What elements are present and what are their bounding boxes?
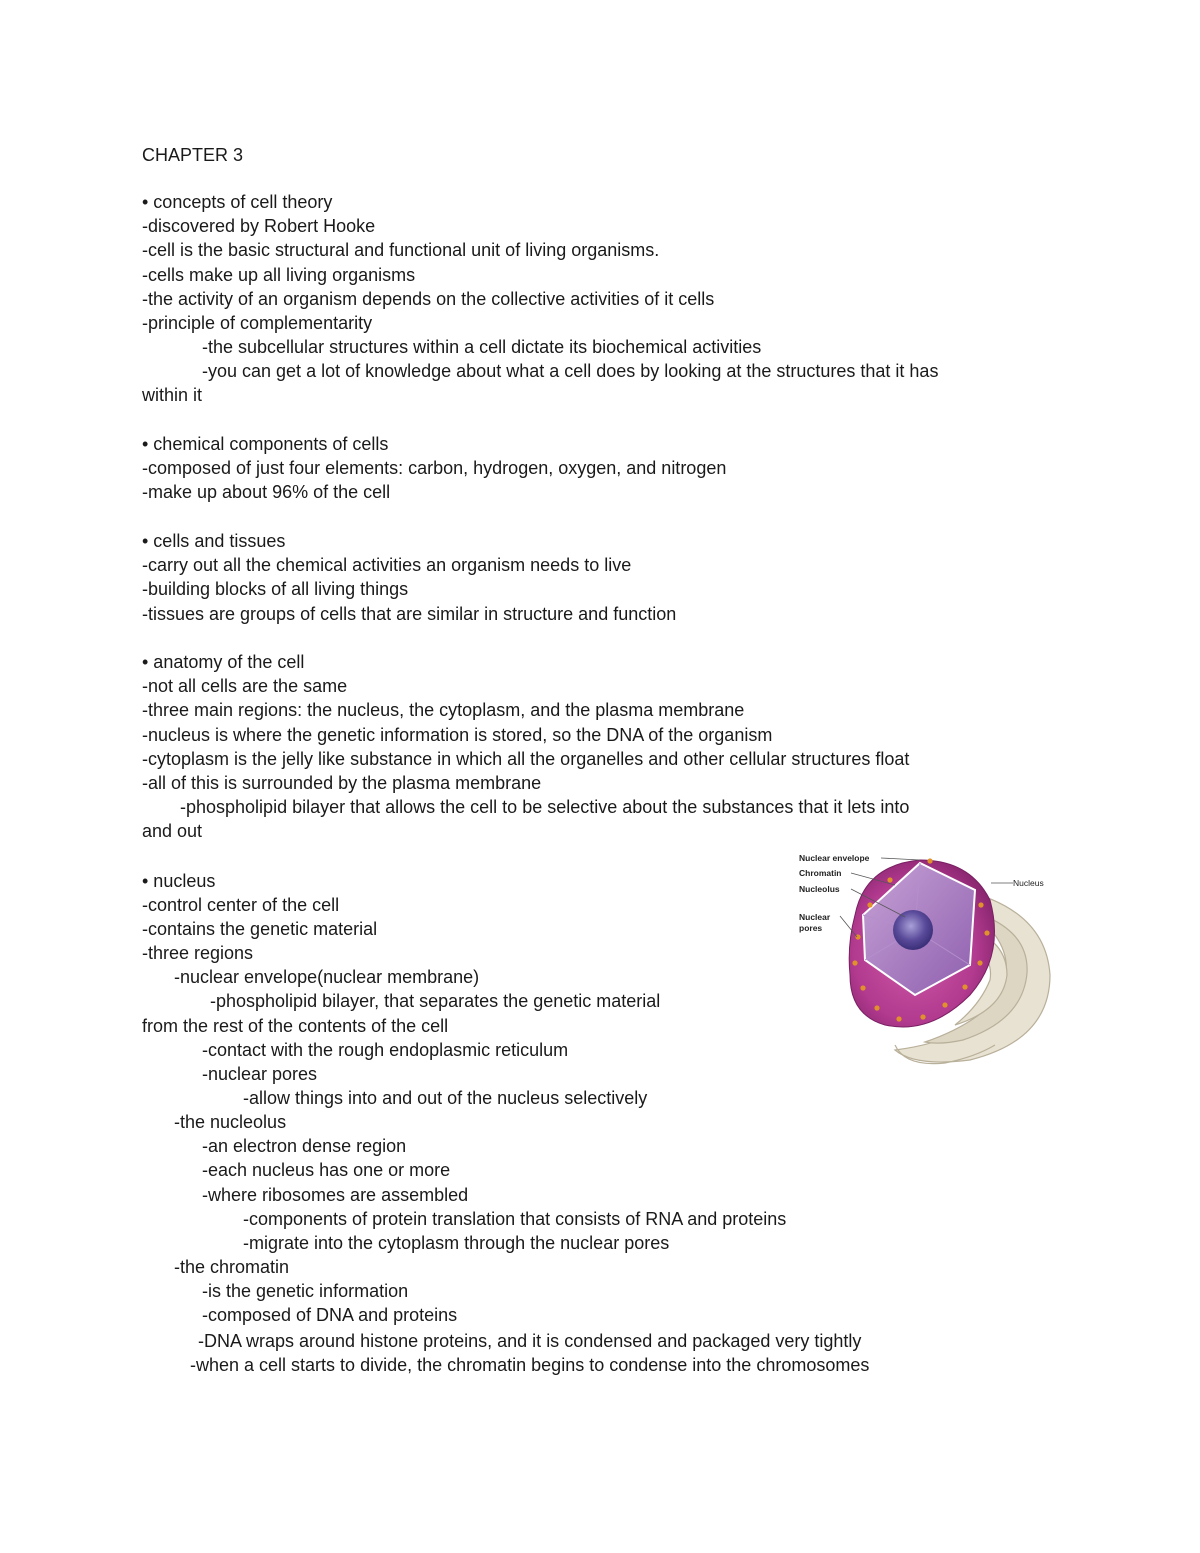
note-line: -control center of the cell (142, 895, 340, 915)
note-line: -the activity of an organism depends on the collective activities of it cells (142, 289, 715, 309)
note-line: -composed of DNA and proteins (202, 1305, 458, 1325)
note-line: -phospholipid bilayer that allows the cell to be selective about the substances that it lets into (180, 797, 910, 817)
note-line: -allow things into and out of the nucleus selectively (243, 1088, 648, 1108)
note-line: -where ribosomes are assembled (202, 1185, 469, 1205)
bullet-heading: • concepts of cell theory (142, 192, 333, 212)
label-nucleus: Nucleus (1013, 878, 1044, 888)
chapter-title: CHAPTER 3 (142, 145, 244, 165)
note-line: -not all cells are the same (142, 676, 348, 696)
bullet-heading: • chemical components of cells (142, 434, 389, 454)
note-line: and out (142, 821, 203, 841)
note-line: from the rest of the contents of the cell (142, 1016, 449, 1036)
note-line: -the chromatin (174, 1257, 290, 1277)
note-line: -the nucleolus (174, 1112, 287, 1132)
label-nuclear-pores: Nuclear (799, 912, 831, 922)
note-line: -cytoplasm is the jelly like substance in which all the organelles and other cellular structures float (142, 749, 910, 769)
note-line: -principle of complementarity (142, 313, 373, 333)
note-line: -the subcellular structures within a cell dictate its biochemical activities (202, 337, 762, 357)
bullet-heading: • anatomy of the cell (142, 652, 305, 672)
note-line: -when a cell starts to divide, the chromatin begins to condense into the chromosomes (190, 1355, 870, 1375)
nucleolus (893, 910, 933, 950)
note-line: -nuclear pores (202, 1064, 318, 1084)
note-line: -nucleus is where the genetic information is stored, so the DNA of the organism (142, 725, 773, 745)
note-line: -migrate into the cytoplasm through the nuclear pores (243, 1233, 670, 1253)
note-line: -components of protein translation that consists of RNA and proteins (243, 1209, 787, 1229)
note-line: -discovered by Robert Hooke (142, 216, 376, 236)
note-line: -contains the genetic material (142, 919, 378, 939)
note-line: -contact with the rough endoplasmic reticulum (202, 1040, 569, 1060)
bullet-heading: • nucleus (142, 871, 216, 891)
note-line: -three main regions: the nucleus, the cytoplasm, and the plasma membrane (142, 700, 745, 720)
label-chromatin: Chromatin (799, 868, 842, 878)
note-line: -you can get a lot of knowledge about what a cell does by looking at the structures that it has (202, 361, 939, 381)
note-line: -phospholipid bilayer, that separates the genetic material (210, 991, 661, 1011)
label-nuclear-envelope: Nuclear envelope (799, 853, 870, 863)
note-line: -carry out all the chemical activities an organism needs to live (142, 555, 632, 575)
note-line: -cell is the basic structural and functional unit of living organisms. (142, 240, 660, 260)
note-line: -all of this is surrounded by the plasma membrane (142, 773, 542, 793)
note-line: -composed of just four elements: carbon, hydrogen, oxygen, and nitrogen (142, 458, 727, 478)
note-line: -an electron dense region (202, 1136, 407, 1156)
note-line: within it (142, 385, 203, 405)
note-line: -nuclear envelope(nuclear membrane) (174, 967, 480, 987)
nucleus-figure (795, 845, 1060, 1070)
note-line: -each nucleus has one or more (202, 1160, 451, 1180)
label-nuclear-pores-2: pores (799, 923, 823, 933)
note-line: -building blocks of all living things (142, 579, 409, 599)
note-line: -tissues are groups of cells that are similar in structure and function (142, 604, 677, 624)
bullet-heading: • cells and tissues (142, 531, 286, 551)
note-line: -is the genetic information (202, 1281, 409, 1301)
note-line: -cells make up all living organisms (142, 265, 416, 285)
note-line: -three regions (142, 943, 254, 963)
label-nucleolus: Nucleolus (799, 884, 840, 894)
note-line: -DNA wraps around histone proteins, and it is condensed and packaged very tightly (198, 1331, 862, 1351)
note-line: -make up about 96% of the cell (142, 482, 391, 502)
